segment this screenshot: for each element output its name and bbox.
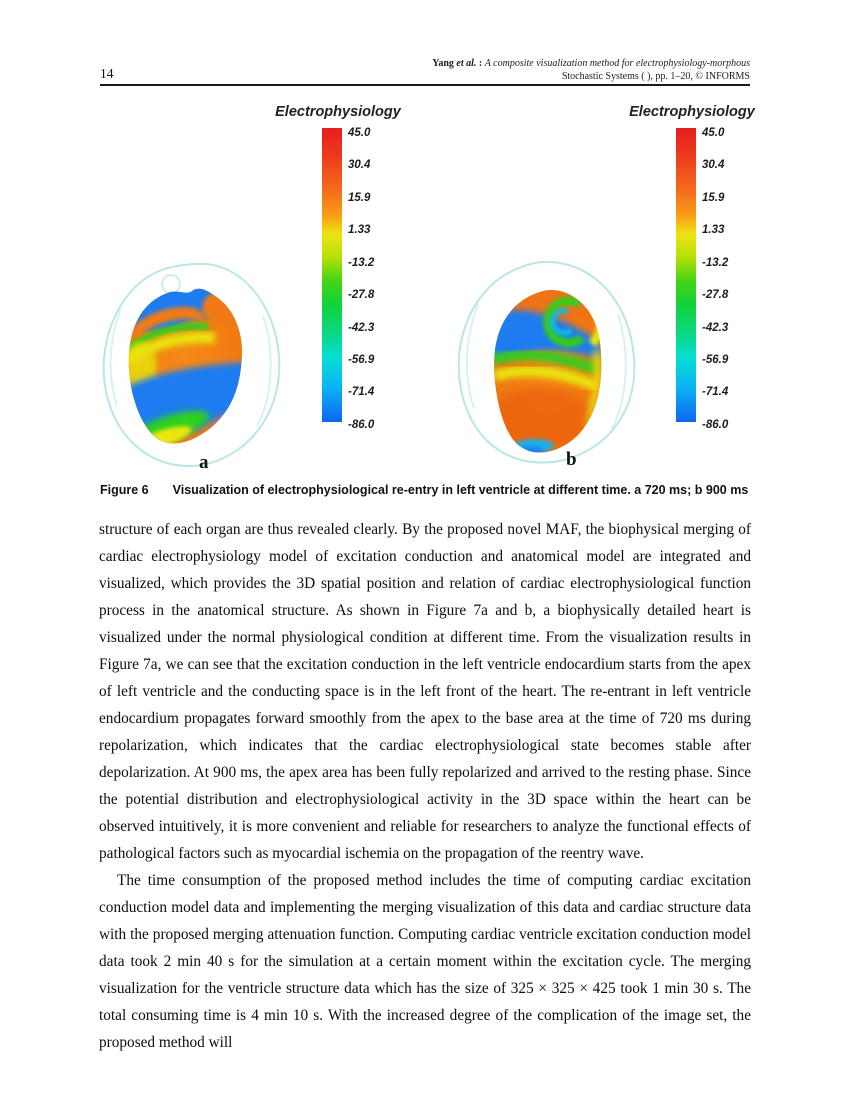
figure-caption-label: Figure 6 bbox=[100, 483, 149, 497]
colorbar-tick: -42.3 bbox=[348, 322, 375, 334]
header-rule bbox=[100, 84, 750, 86]
colorbar-title: Electrophysiology bbox=[629, 104, 755, 120]
colorbar-tick: -56.9 bbox=[702, 354, 729, 366]
colorbar-tick: 15.9 bbox=[348, 192, 371, 204]
colorbar-ticks bbox=[702, 126, 748, 431]
colorbar-tick: -86.0 bbox=[348, 419, 375, 431]
colorbar-tick: -27.8 bbox=[702, 289, 729, 301]
figure-caption-text: Visualization of electrophysiological re-entry in left ventricle at different time. a 720 ms; b 900 ms bbox=[172, 483, 749, 497]
colorbar-tick: 45.0 bbox=[702, 127, 725, 139]
running-head-etal: et al. bbox=[453, 58, 477, 69]
colorbar-ticks bbox=[348, 126, 394, 431]
colorbar-tick: -42.3 bbox=[702, 322, 729, 334]
heart-visualization-a bbox=[95, 256, 295, 476]
colorbar-tick: 30.4 bbox=[702, 159, 725, 171]
running-head-separator: : bbox=[476, 58, 485, 69]
colorbar-gradient bbox=[676, 128, 696, 422]
page-number: 14 bbox=[100, 66, 114, 81]
colorbar-tick: -27.8 bbox=[348, 289, 375, 301]
colorbar-tick: 30.4 bbox=[348, 159, 371, 171]
colorbar-tick: 1.33 bbox=[348, 224, 371, 236]
colorbar-title: Electrophysiology bbox=[275, 104, 401, 120]
running-head bbox=[330, 58, 750, 83]
figure-caption bbox=[100, 483, 755, 497]
body-paragraph-2: The time consumption of the proposed method includes the time of computing cardiac excitation conduction model data and implementing the merging visualization of this data and cardiac structure data with the proposed merging attenuation function. Computing cardiac ventricle excitation conduction model data took 2 min 40 s for the simulation at a certain moment within the excitation cycle. The merging visualization for the ventricle structure data which has the size of 325 × 325 × 425 took 1 min 30 s. The total consuming time is 4 min 10 s. With the increased degree of the complication of the image set, the proposed method will bbox=[99, 872, 751, 1051]
colorbar-gradient bbox=[322, 128, 342, 422]
colorbar-tick: 1.33 bbox=[702, 224, 725, 236]
heart-visualization-b bbox=[448, 256, 653, 471]
body-text bbox=[99, 516, 751, 1056]
colorbar-tick: -13.2 bbox=[348, 257, 375, 269]
colorbar-tick: -71.4 bbox=[702, 386, 729, 398]
running-head-authors: Yang bbox=[432, 58, 454, 69]
running-head-journal-line: Stochastic Systems ( ), pp. 1–20, © INFORMS bbox=[561, 70, 750, 82]
colorbar-tick: -13.2 bbox=[702, 257, 729, 269]
colorbar-tick: -71.4 bbox=[348, 386, 375, 398]
body-paragraph-1: structure of each organ are thus revealed clearly. By the proposed novel MAF, the biophysical merging of cardiac electrophysiology model of excitation conduction and anatomical model are integrated and visualized, which provides the 3D spatial position and relation of cardiac electrophysiological function process in the anatomical structure. As shown in Figure 7a and b, a biophysically detailed heart is visualized under the normal physiological condition at different time. From the visualization results in Figure 7a, we can see that the excitation conduction in the left ventricle endocardium starts from the apex of left ventricle and the conducting space is in the left front of the heart. The re-entrant in left ventricle endocardium propagates forward smoothly from the apex to the base area at the time of 720 ms during repolarization, which indicates that the cardiac electrophysiological state becomes stable after depolarization. At 900 ms, the apex area has been fully repolarized and arrived to the resting phase. Since the potential distribution and electrophysiological activity in the 3D space within the heart can be observed intuitively, it is more convenient and reliable for researchers to analyze the functional effects of pathological factors such as myocardial ischemia on the propagation of the reentry wave. bbox=[99, 521, 751, 862]
colorbar-tick: -86.0 bbox=[702, 419, 729, 431]
colorbar-tick: 15.9 bbox=[702, 192, 725, 204]
running-head-line1 bbox=[330, 58, 750, 71]
panel-label-a: a bbox=[199, 452, 209, 473]
colorbar-tick: -56.9 bbox=[348, 354, 375, 366]
colorbar-tick: 45.0 bbox=[348, 127, 371, 139]
running-head-title: A composite visualization method for electrophysiology-morphous bbox=[484, 58, 750, 69]
panel-label-b: b bbox=[566, 449, 577, 470]
